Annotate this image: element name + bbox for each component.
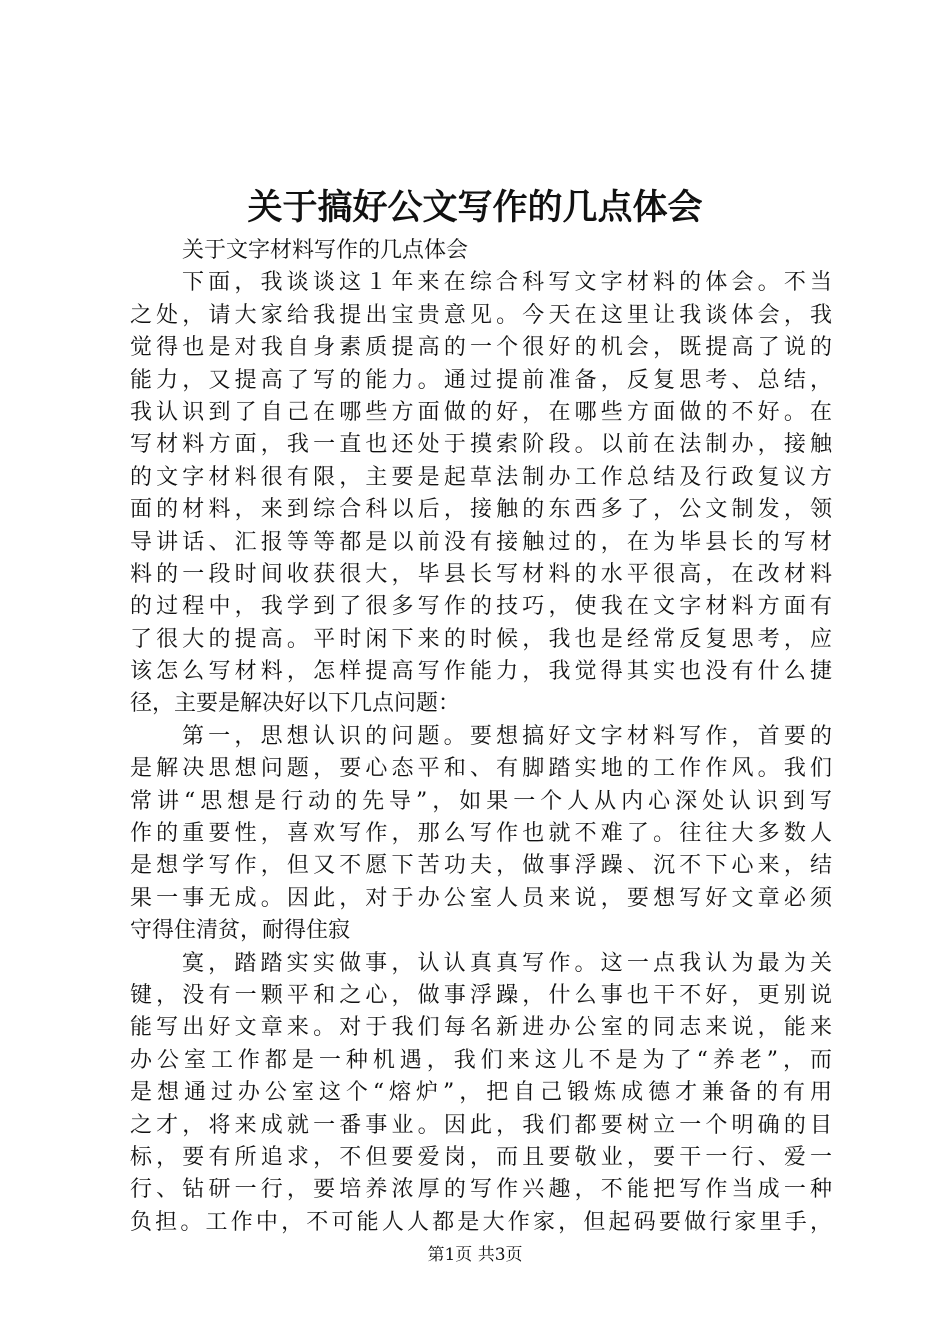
body-text-line: 标，要有所追求，不但要爱岗，而且要敬业，要干一行、爱一 [130, 1144, 832, 1170]
body-text-line: 第一，思想认识的问题。要想搞好文字材料写作，首要的 [182, 723, 832, 749]
body-text-line: 果一事无成。因此，对于办公室人员来说，要想写好文章必须 [130, 885, 832, 911]
body-text-line: 是解决思想问题，要心态平和、有脚踏实地的工作作风。我们 [130, 756, 832, 782]
body-text-line: 料的一段时间收获很大，毕县长写材料的水平很高，在改材料 [130, 561, 832, 587]
body-text-line: 能力，又提高了写的能力。通过提前准备，反复思考、总结， [130, 367, 832, 393]
body-text-line: 了很大的提高。平时闲下来的时候，我也是经常反复思考，应 [130, 626, 832, 652]
body-text-line: 行、钻研一行，要培养浓厚的写作兴趣，不能把写作当成一种 [130, 1177, 832, 1203]
body-text-line: 下面，我谈谈这１年来在综合科写文字材料的体会。不当 [182, 270, 832, 296]
document-body [130, 235, 832, 1239]
body-text-line: 是想通过办公室这个“熔炉”，把自己锻炼成德才兼备的有用 [130, 1080, 832, 1106]
body-text-line: 常讲“思想是行动的先导”，如果一个人从内心深处认识到写 [130, 788, 832, 814]
body-text-line: 办公室工作都是一种机遇，我们来这儿不是为了“养老”，而 [130, 1047, 832, 1073]
body-text-line: 能写出好文章来。对于我们每名新进办公室的同志来说，能来 [130, 1015, 832, 1041]
body-text-line: 之处，请大家给我提出宝贵意见。今天在这里让我谈体会，我 [130, 302, 832, 328]
body-text-line: 寞，踏踏实实做事，认认真真写作。这一点我认为最为关 [182, 950, 832, 976]
body-text-line: 是想学写作，但又不愿下苦功夫，做事浮躁、沉不下心来，结 [130, 853, 832, 879]
body-text-line: 面的材料，来到综合科以后，接触的东西多了，公文制发，领 [130, 497, 832, 523]
body-text-line: 写材料方面，我一直也还处于摸索阶段。以前在法制办，接触 [130, 432, 832, 458]
body-text-line: 觉得也是对我自身素质提高的一个很好的机会，既提高了说的 [130, 335, 832, 361]
body-text-line: 之才，将来成就一番事业。因此，我们都要树立一个明确的目 [130, 1112, 832, 1138]
body-text-line: 我认识到了自己在哪些方面做的好，在哪些方面做的不好。在 [130, 399, 832, 425]
body-text-line: 该怎么写材料，怎样提高写作能力，我觉得其实也没有什么捷 [130, 659, 832, 685]
body-text-line: 键，没有一颗平和之心，做事浮躁，什么事也干不好，更别说 [130, 982, 832, 1008]
body-text-line: 关于文字材料写作的几点体会 [182, 238, 469, 263]
body-text-line: 作的重要性，喜欢写作，那么写作也就不难了。往往大多数人 [130, 821, 832, 847]
body-text-line: 守得住清贫，耐得住寂 [130, 918, 351, 944]
body-text-line: 的过程中，我学到了很多写作的技巧，使我在文字材料方面有 [130, 594, 832, 620]
body-text-line: 导讲话、汇报等等都是以前没有接触过的，在为毕县长的写材 [130, 529, 832, 555]
body-text-line: 负担。工作中，不可能人人都是大作家，但起码要做行家里手， [130, 1209, 832, 1235]
page-number: 第1页 共3页 [427, 1245, 523, 1265]
body-text-line: 径，主要是解决好以下几点问题： [130, 691, 461, 717]
document-title: 关于搞好公文写作的几点体会 [247, 187, 703, 228]
body-text-line: 的文字材料很有限，主要是起草法制办工作总结及行政复议方 [130, 464, 832, 490]
